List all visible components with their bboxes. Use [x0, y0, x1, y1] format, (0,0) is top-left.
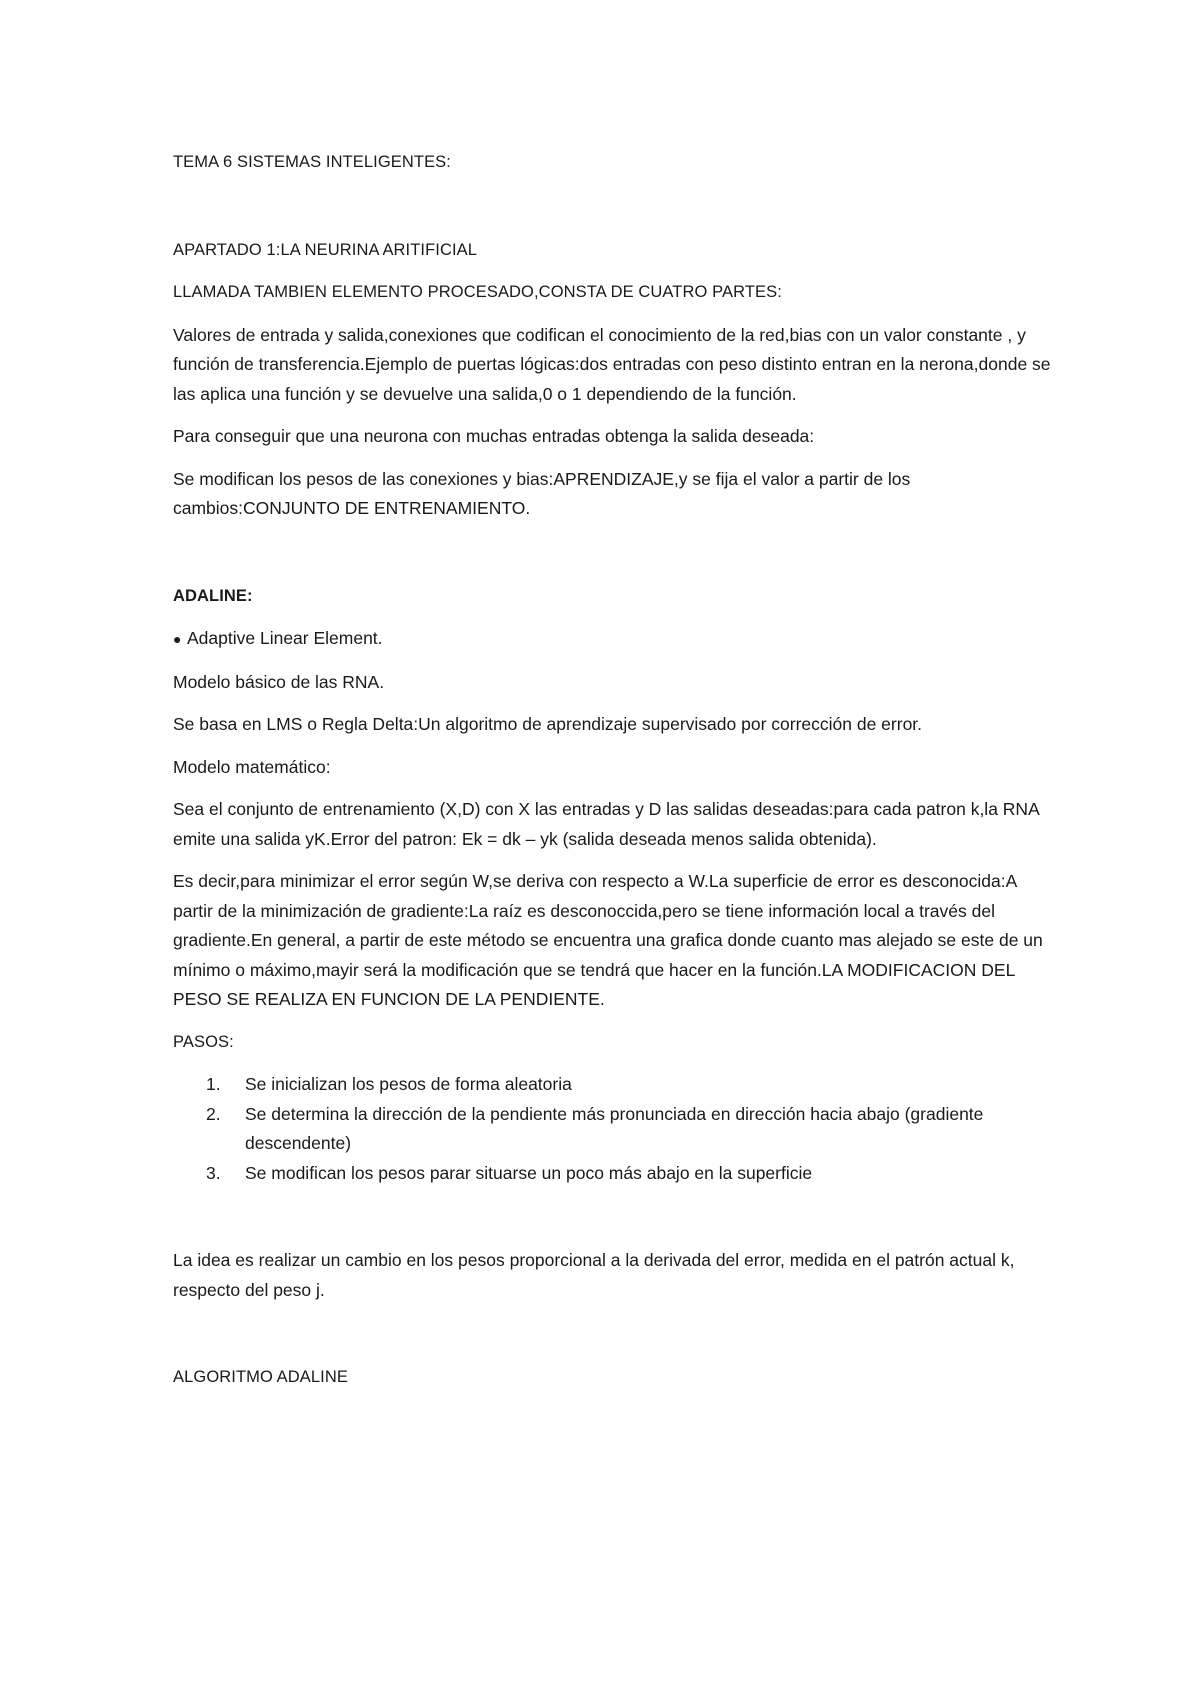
paragraph-gradient: Es decir,para minimizar el error según W,se deriva con respecto a W.La superficie de error es desconocida:A partir de la minimización de gradiente:La raíz es desconoccida,pero se tiene información local a través del gradiente.En general, a partir de este método se encuentra una grafica donde cuanto mas alejado se este de un mínimo o máximo,mayir será la modificación que se tendrá que hacer en la función.LA MODIFICACION DEL PESO SE REALIZA EN FUNCION DE LA PENDIENTE. [173, 871, 1043, 1009]
algorithm-heading: ALGORITMO ADALINE [173, 1368, 348, 1386]
step-number: 3. [206, 1162, 221, 1183]
step-text: Se inicializan los pesos de forma aleatoria [245, 1074, 572, 1094]
bullet-item [173, 624, 1053, 655]
steps-heading: PASOS: [173, 1032, 234, 1051]
steps-list [173, 1070, 1053, 1188]
paragraph-math-heading: Modelo matemático: [173, 756, 331, 777]
document-title: TEMA 6 SISTEMAS INTELIGENTES: [173, 153, 451, 171]
paragraph-learning: Se modifican los pesos de las conexiones y bias:APRENDIZAJE,y se fija el valor a partir de los cambios:CONJUNTO DE ENTRENAMIENTO. [173, 468, 911, 518]
step-text: Se modifican los pesos parar situarse un poco más abajo en la superficie [245, 1162, 813, 1183]
paragraph-idea: La idea es realizar un cambio en los pesos proporcional a la derivada del error, medida en el patrón actual k, respecto del peso j. [173, 1250, 1015, 1300]
step-number: 1. [206, 1074, 221, 1094]
section-subheading: LLAMADA TAMBIEN ELEMENTO PROCESADO,CONSTA DE CUATRO PARTES: [173, 283, 782, 301]
step-item [173, 1159, 1053, 1189]
step-item [173, 1100, 1053, 1159]
paragraph-components: Valores de entrada y salida,conexiones que codifican el conocimiento de la red,bias con un valor constante , y función de transferencia.Ejemplo de puertas lógicas:dos entradas con peso distinto entran en la nerona,donde se las aplica una función y se devuelve una salida,0 o 1 dependiendo de la función. [173, 324, 1051, 404]
step-text: Se determina la dirección de la pendiente más pronunciada en dirección hacia abajo (gradiente descendente) [245, 1103, 984, 1153]
paragraph-lms: Se basa en LMS o Regla Delta:Un algoritmo de aprendizaje supervisado por corrección de error. [173, 714, 923, 734]
bullet-text: Adaptive Linear Element. [187, 628, 383, 648]
bullet-icon: ● [173, 631, 182, 647]
adaline-heading: ADALINE: [173, 586, 253, 605]
paragraph-training-set: Sea el conjunto de entrenamiento (X,D) con X las entradas y D las salidas deseadas:para cada patron k,la RNA emite una salida yK.Error del patron: Ek = dk – yk (salida deseada menos salida obtenida). [173, 799, 1039, 849]
paragraph-goal: Para conseguir que una neurona con muchas entradas obtenga la salida deseada: [173, 426, 815, 446]
section-heading: APARTADO 1:LA NEURINA ARITIFICIAL [173, 240, 478, 259]
step-number: 2. [206, 1103, 221, 1124]
paragraph-model: Modelo básico de las RNA. [173, 671, 385, 692]
document-body [173, 148, 1053, 1393]
step-item [173, 1070, 1053, 1100]
